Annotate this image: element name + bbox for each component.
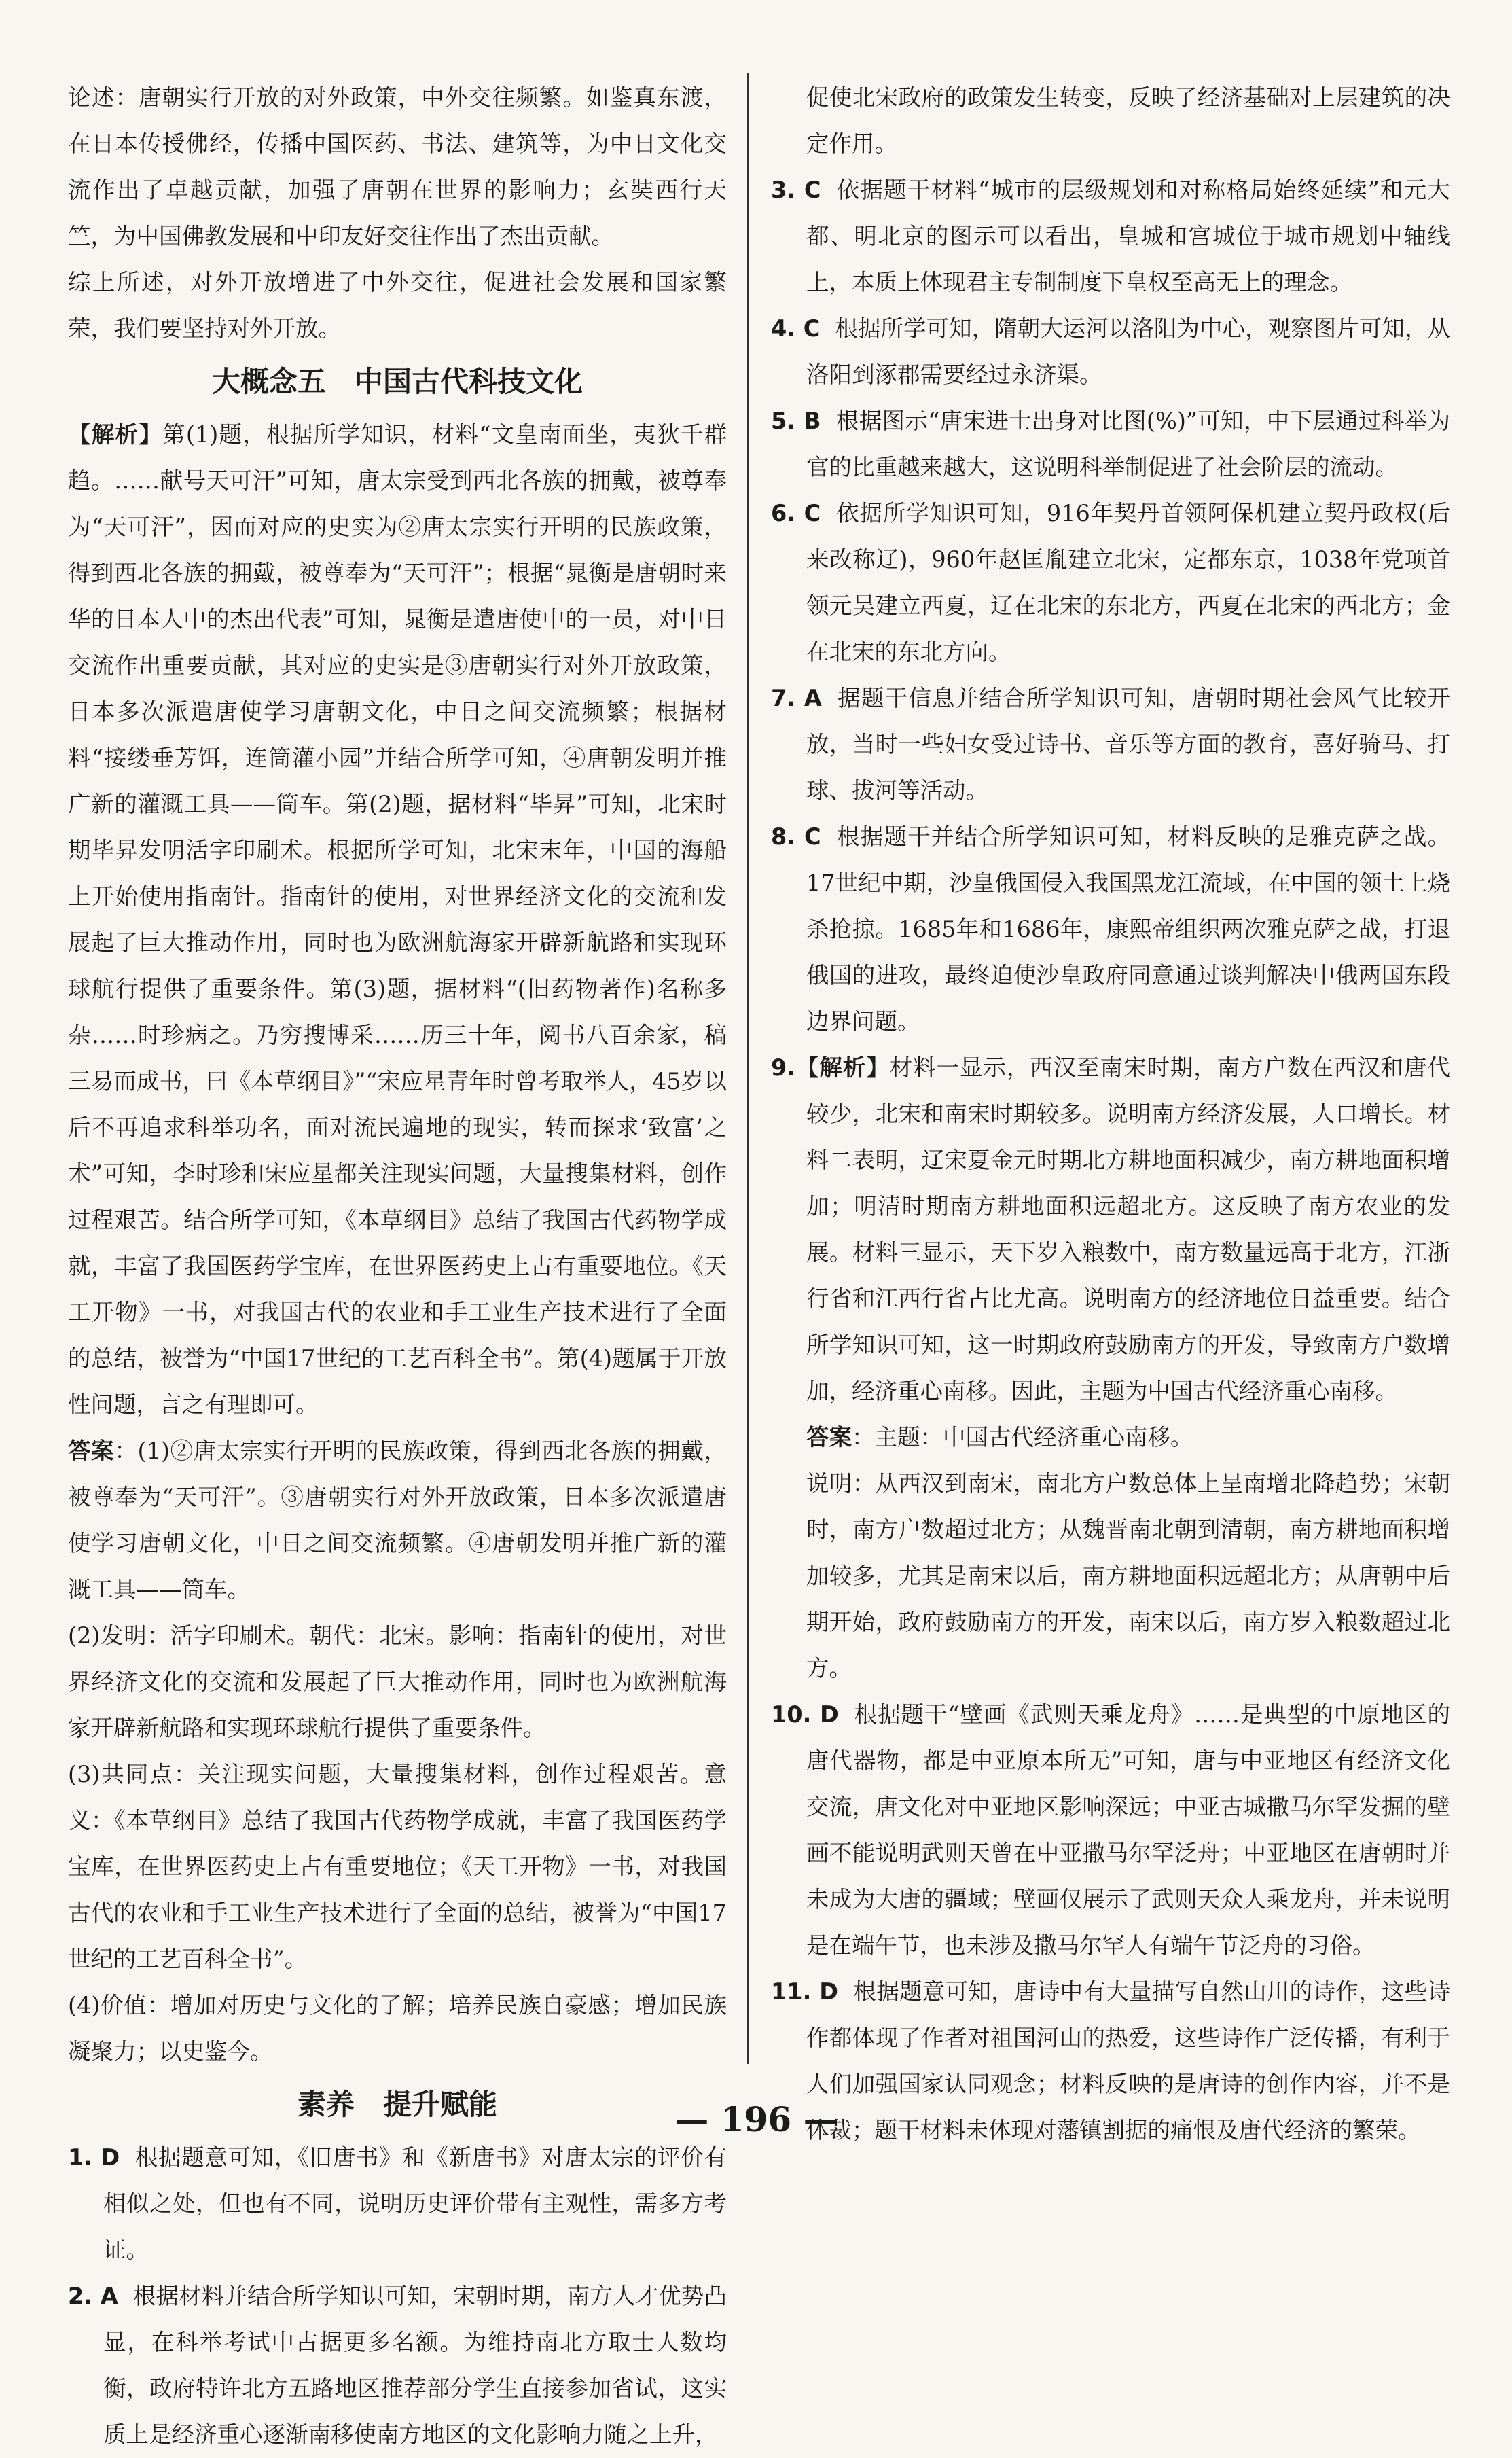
- question-item: [771, 675, 1450, 814]
- question-number: 10. D: [771, 1701, 839, 1728]
- question-number: 1. D: [68, 2144, 120, 2171]
- answer-paragraph: [771, 1414, 1450, 1461]
- answer-tag: 答案: [806, 1424, 852, 1450]
- question-number: 9.: [771, 1054, 796, 1081]
- question-item: [771, 491, 1450, 675]
- question-number: 7. A: [771, 685, 822, 711]
- answer-paragraph: (4)价值：增加对历史与文化的了解；培养民族自豪感；增加民族凝聚力；以史鉴今。: [68, 1992, 727, 2065]
- analysis-tag: 【解析】: [68, 421, 163, 448]
- question-item: [771, 398, 1450, 491]
- answer-text: ：主题：中国古代经济重心南移。: [852, 1424, 1193, 1450]
- analysis-tag: 【解析】: [795, 1054, 890, 1081]
- section-heading: 素养 提升赋能: [297, 2088, 497, 2121]
- question-text: 根据图示“唐宋进士出身对比图(%)”可知，中下层通过科举为官的比重越来越大，这说明科举制促进了社会阶层的流动。: [806, 408, 1450, 480]
- question-item: [771, 1045, 1450, 1414]
- column-divider: [747, 73, 749, 2064]
- question-text: 根据所学可知，隋朝大运河以洛阳为中心，观察图片可知，从洛阳到涿郡需要经过永济渠。: [806, 315, 1450, 388]
- question-number: 11. D: [771, 1978, 839, 2005]
- question-text: 根据题意可知，唐诗中有大量描写自然山川的诗作，这些诗作都体现了作者对祖国河山的热爱，这些诗作广泛传播，有利于人们加强国家认同观念；材料反映的是唐诗的创作内容，并不是体裁；题干材料未体现对藩镇割据的痛恨及唐代经济的繁荣。: [806, 1978, 1450, 2143]
- answer-tag: 答案: [68, 1438, 115, 1464]
- analysis-text: 第(1)题，根据所学知识，材料“文皇南面坐，夷狄千群趋。……献号天可汗”可知，唐太宗受到西北各族的拥戴，被尊奉为“天可汗”，因而对应的史实为②唐太宗实行开明的民族政策，得到西北各族的拥戴，被尊奉为“天可汗”；根据“晁衡是唐朝时来华的日本人中的杰出代表”可知，晁衡是遣唐使中的一员，对中日交流作出重要贡献，其对应的史实是③唐朝实行对外开放政策，日本多次派遣唐使学习唐朝文化，中日之间交流频繁；根据材料“接缕垂芳饵，连筒灌小园”并结合所学可知，④唐朝发明并推广新的灌溉工具——筒车。第(2)题，据材料“毕昇”可知，北宋时期毕昇发明活字印刷术。根据所学可知，北宋末年，中国的海船上开始使用指南针。指南针的使用，对世界经济文化的交流和发展起了巨大推动作用，同时也为欧洲航海家开辟新航路和实现环球航行提供了重要条件。第(3)题，据材料“(旧药物著作)名称多杂……时珍病之。乃穷搜博采……历三十年，阅书八百余家，稿三易而成书，曰《本草纲目》”“宋应星青年时曾考取举人，45岁以后不再追求科举功名，面对流民遍地的现实，转而探求‘致富’之术”可知，李时珍和宋应星都关注现实问题，大量搜集材料，创作过程艰苦。结合所学可知，《本草纲目》总结了我国古代药物学成就，丰富了我国医药学宝库，在世界医药史上占有重要地位。《天工开物》一书，对我国古代的农业和手工业生产技术进行了全面的总结，被誉为“中国17世纪的工艺百科全书”。第(4)题属于开放性问题，言之有理即可。: [68, 421, 727, 1418]
- question-text: 根据材料并结合所学知识可知，宋朝时期，南方人才优势凸显，在科举考试中占据更多名额。为维持南北方取士人数均衡，政府特许北方五路地区推荐部分学生直接参加省试，这实质上是经济重心逐渐南移使南方地区的文化影响力随之上升，: [103, 2283, 727, 2448]
- question-number: 3. C: [771, 177, 821, 203]
- question-text: 据题干信息并结合所学知识可知，唐朝时期社会风气比较开放，当时一些妇女受过诗书、音乐等方面的教育，喜好骑马、打球、拔河等活动。: [806, 685, 1451, 804]
- question-item: [771, 306, 1450, 398]
- answer-paragraph: (2)发明：活字印刷术。朝代：北宋。影响：指南针的使用，对世界经济文化的交流和发展起了巨大推动作用，同时也为欧洲航海家开辟新航路和实现环球航行提供了重要条件。: [68, 1622, 727, 1741]
- analysis-paragraph: [68, 412, 727, 1428]
- question-item: [771, 814, 1450, 1045]
- answer-paragraph: [68, 1428, 727, 1613]
- page-number: — 196 —: [674, 2099, 838, 2139]
- answer-paragraph: (3)共同点：关注现实问题，大量搜集材料，创作过程艰苦。意义：《本草纲目》总结了我国古代药物学成就，丰富了我国医药学宝库，在世界医药史上占有重要地位；《天工开物》一书，对我国古代的农业和手工业生产技术进行了全面的总结，被誉为“中国17世纪的工艺百科全书”。: [68, 1761, 727, 1972]
- question-number: 6. C: [771, 500, 821, 527]
- answer-text: ：(1)②唐太宗实行开明的民族政策，得到西北各族的拥戴，被尊奉为“天可汗”。③唐朝实行对外开放政策，日本多次派遣唐使学习唐朝文化，中日之间交流频繁。④唐朝发明并推广新的灌溉工具——筒车。: [68, 1438, 727, 1603]
- question-continuation: 促使北宋政府的政策发生转变，反映了经济基础对上层建筑的决定作用。: [806, 84, 1450, 157]
- question-number: 4. C: [771, 315, 821, 342]
- question-text: 根据题意可知，《旧唐书》和《新唐书》对唐太宗的评价有相似之处，但也有不同，说明历史评价带有主观性，需多方考证。: [103, 2144, 727, 2263]
- question-text: 根据题干“壁画《武则天乘龙舟》……是典型的中原地区的唐代器物，都是中亚原本所无”可知，唐与中亚地区有经济文化交流，唐文化对中亚地区影响深远；中亚古城撒马尔罕发掘的壁画不能说明武则天曾在中亚撒马尔罕泛舟；中亚地区在唐朝时并未成为大唐的疆域；壁画仅展示了武则天众人乘龙舟，并未说明是在端午节，也未涉及撒马尔罕人有端午节泛舟的习俗。: [806, 1701, 1450, 1959]
- question-text: 依据题干材料“城市的层级规划和对称格局始终延续”和元大都、明北京的图示可以看出，皇城和宫城位于城市规划中轴线上，本质上体现君主专制制度下皇权至高无上的理念。: [806, 177, 1450, 296]
- question-item: [771, 167, 1450, 306]
- question-item: [68, 2135, 727, 2273]
- intro-paragraph: 综上所述，对外开放增进了中外交往，促进社会发展和国家繁荣，我们要坚持对外开放。: [68, 269, 727, 342]
- question-item: [771, 1692, 1450, 1969]
- question-text: 材料一显示，西汉至南宋时期，南方户数在西汉和唐代较少，北宋和南宋时期较多。说明南方经济发展，人口增长。材料二表明，辽宋夏金元时期北方耕地面积减少，南方耕地面积增加；明清时期南方耕地面积远超北方。这反映了南方农业的发展。材料三显示，天下岁入粮数中，南方数量远高于北方，江浙行省和江西行省占比尤高。说明南方的经济地位日益重要。结合所学知识可知，这一时期政府鼓励南方的开发，导致南方户数增加，经济重心南移。因此，主题为中国古代经济重心南移。: [806, 1054, 1451, 1404]
- intro-paragraph: 论述：唐朝实行开放的对外政策，中外交往频繁。如鉴真东渡，在日本传授佛经，传播中国医药、书法、建筑等，为中日文化交流作出了卓越贡献，加强了唐朝在世界的影响力；玄奘西行天竺，为中国佛教发展和中印友好交往作出了杰出贡献。: [68, 84, 727, 249]
- question-number: 2. A: [68, 2283, 118, 2309]
- question-text: 根据题干并结合所学知识可知，材料反映的是雅克萨之战。17世纪中期，沙皇俄国侵入我国黑龙江流域，在中国的领土上烧杀抢掠。1685年和1686年，康熙帝组织两次雅克萨之战，打退俄国的进攻，最终迫使沙皇政府同意通过谈判解决中俄两国东段边界问题。: [806, 823, 1450, 1035]
- question-number: 8. C: [771, 823, 821, 850]
- question-text: 依据所学知识可知，916年契丹首领阿保机建立契丹政权(后来改称辽)，960年赵匡胤建立北宋，定都东京，1038年党项首领元昊建立西夏，辽在北宋的东北方，西夏在北宋的西北方；金在北宋的东北方向。: [806, 500, 1450, 665]
- section-heading: 大概念五 中国古代科技文化: [211, 365, 583, 398]
- answer-explanation: 说明：从西汉到南宋，南北方户数总体上呈南增北降趋势；宋朝时，南方户数超过北方；从魏晋南北朝到清朝，南方耕地面积增加较多，尤其是南宋以后，南方耕地面积远超北方；从唐朝中后期开始，政府鼓励南方的开发，南宋以后，南方岁入粮数超过北方。: [806, 1470, 1450, 1681]
- question-number: 5. B: [771, 408, 821, 434]
- right-column: [771, 75, 1450, 2154]
- question-item: [68, 2273, 727, 2458]
